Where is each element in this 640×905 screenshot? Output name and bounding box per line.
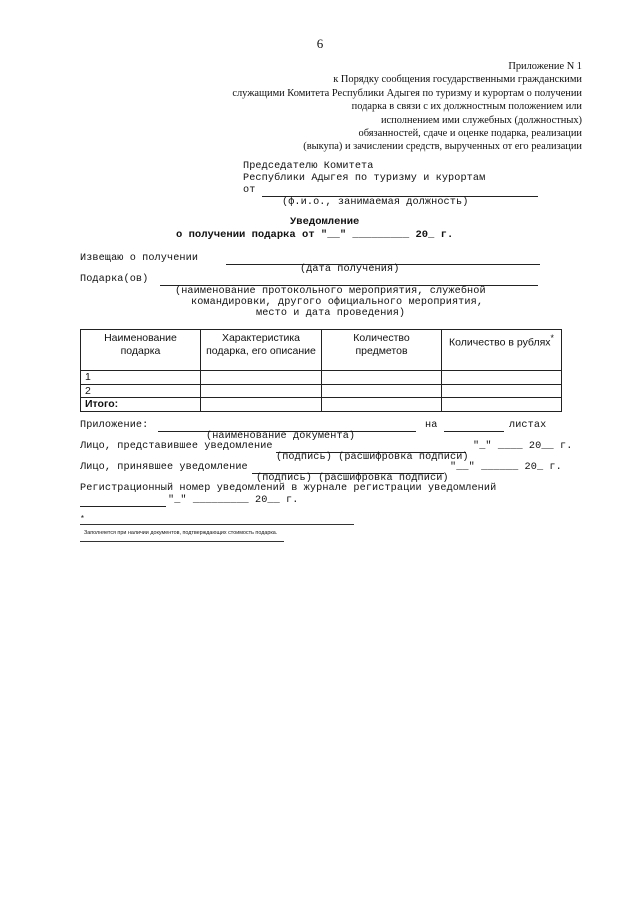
annex-line: подарка в связи с их должностным положением или [351, 101, 582, 113]
addressee-line-1: Председателю Комитета [243, 161, 374, 172]
footnote-text: Заполняется при наличии документов, подтверждающих стоимость подарка. [84, 530, 278, 536]
annex-line: обязанностей, сдаче и оценке подарка, реализации [358, 128, 582, 140]
addressee-line-2: Республики Адыгея по туризму и курортам [243, 173, 486, 184]
gifts-hint-2: командировки, другого официального мероприятия, [191, 297, 484, 308]
page-number: 6 [316, 36, 324, 51]
from-label: от [243, 185, 256, 196]
receiver-hint: (подпись) (расшифровка подписи) [256, 473, 449, 484]
inform-label: Извещаю о получении [80, 253, 199, 264]
registration-date: "_" _________ 20__ г. [168, 495, 299, 506]
submitter-date: "_" ____ 20__ г. [473, 441, 573, 452]
annex-line: (выкупа) и зачислении средств, вырученных от его реализации [303, 141, 582, 153]
attachment-hint: (наименование документа) [206, 431, 356, 442]
table-cell: Итого: [81, 398, 201, 412]
submitter-hint: (подпись) (расшифровка подписи) [276, 452, 469, 463]
table-cell [442, 371, 562, 385]
gifts-hint-3: место и дата проведения) [256, 308, 406, 319]
table-cell [442, 384, 562, 398]
table-cell [201, 371, 322, 385]
table-header-text: Количество в рублях [449, 336, 551, 349]
table-header-row [81, 330, 562, 371]
registration-label: Регистрационный номер уведомлений в журнале регистрации уведомлений [80, 483, 497, 494]
annex-line: к Порядку сообщения государственными гражданскими [333, 74, 582, 86]
footnote-marker: * [80, 515, 85, 524]
gifts-hint-1: (наименование протокольного мероприятия, служебной [175, 286, 486, 297]
table-cell [322, 384, 442, 398]
notice-title: Уведомление [290, 216, 360, 228]
table-row [81, 371, 562, 385]
table-row [81, 384, 562, 398]
table-total-row [81, 398, 562, 412]
attachment-on-label: на [425, 420, 438, 431]
sheets-count-line [444, 431, 504, 432]
submitter-label: Лицо, представившее уведомление [80, 441, 273, 452]
inform-hint: (дата получения) [300, 264, 400, 275]
gifts-label: Подарка(ов) [80, 274, 149, 285]
table-header-cell: Характеристика подарка, его описание [201, 330, 322, 371]
annex-line: исполнением ими служебных (должностных) [380, 114, 582, 126]
gifts-table [80, 329, 562, 412]
footnote-mark: * [550, 333, 554, 343]
table-cell: 2 [81, 384, 201, 398]
from-hint: (ф.и.о., занимаемая должность) [282, 197, 469, 208]
attachment-label: Приложение: [80, 420, 149, 431]
table-cell [322, 398, 442, 412]
table-header-cell [442, 330, 562, 371]
table-header-cell: Количество предметов [322, 330, 442, 371]
annex-header [232, 60, 582, 154]
table-cell [322, 371, 442, 385]
annex-line: Приложение N 1 [508, 61, 582, 72]
table-header-cell: Наименование подарка [81, 330, 201, 371]
annex-line: служащими Комитета Республики Адыгея по туризму и курортам о получении [232, 87, 582, 99]
table-cell: 1 [81, 371, 201, 385]
table-cell [201, 398, 322, 412]
receiver-date: "__" ______ 20_ г. [450, 462, 562, 473]
attachment-sheets-label: листах [509, 420, 547, 431]
notice-subtitle: о получении подарка от "__" _________ 20_ г. [176, 229, 454, 241]
registration-number-line [80, 506, 166, 507]
table-cell [201, 384, 322, 398]
table-cell [442, 398, 562, 412]
receiver-label: Лицо, принявшее уведомление [80, 462, 248, 473]
footnote-rule-bottom [80, 541, 284, 542]
footnote-rule [80, 524, 354, 525]
